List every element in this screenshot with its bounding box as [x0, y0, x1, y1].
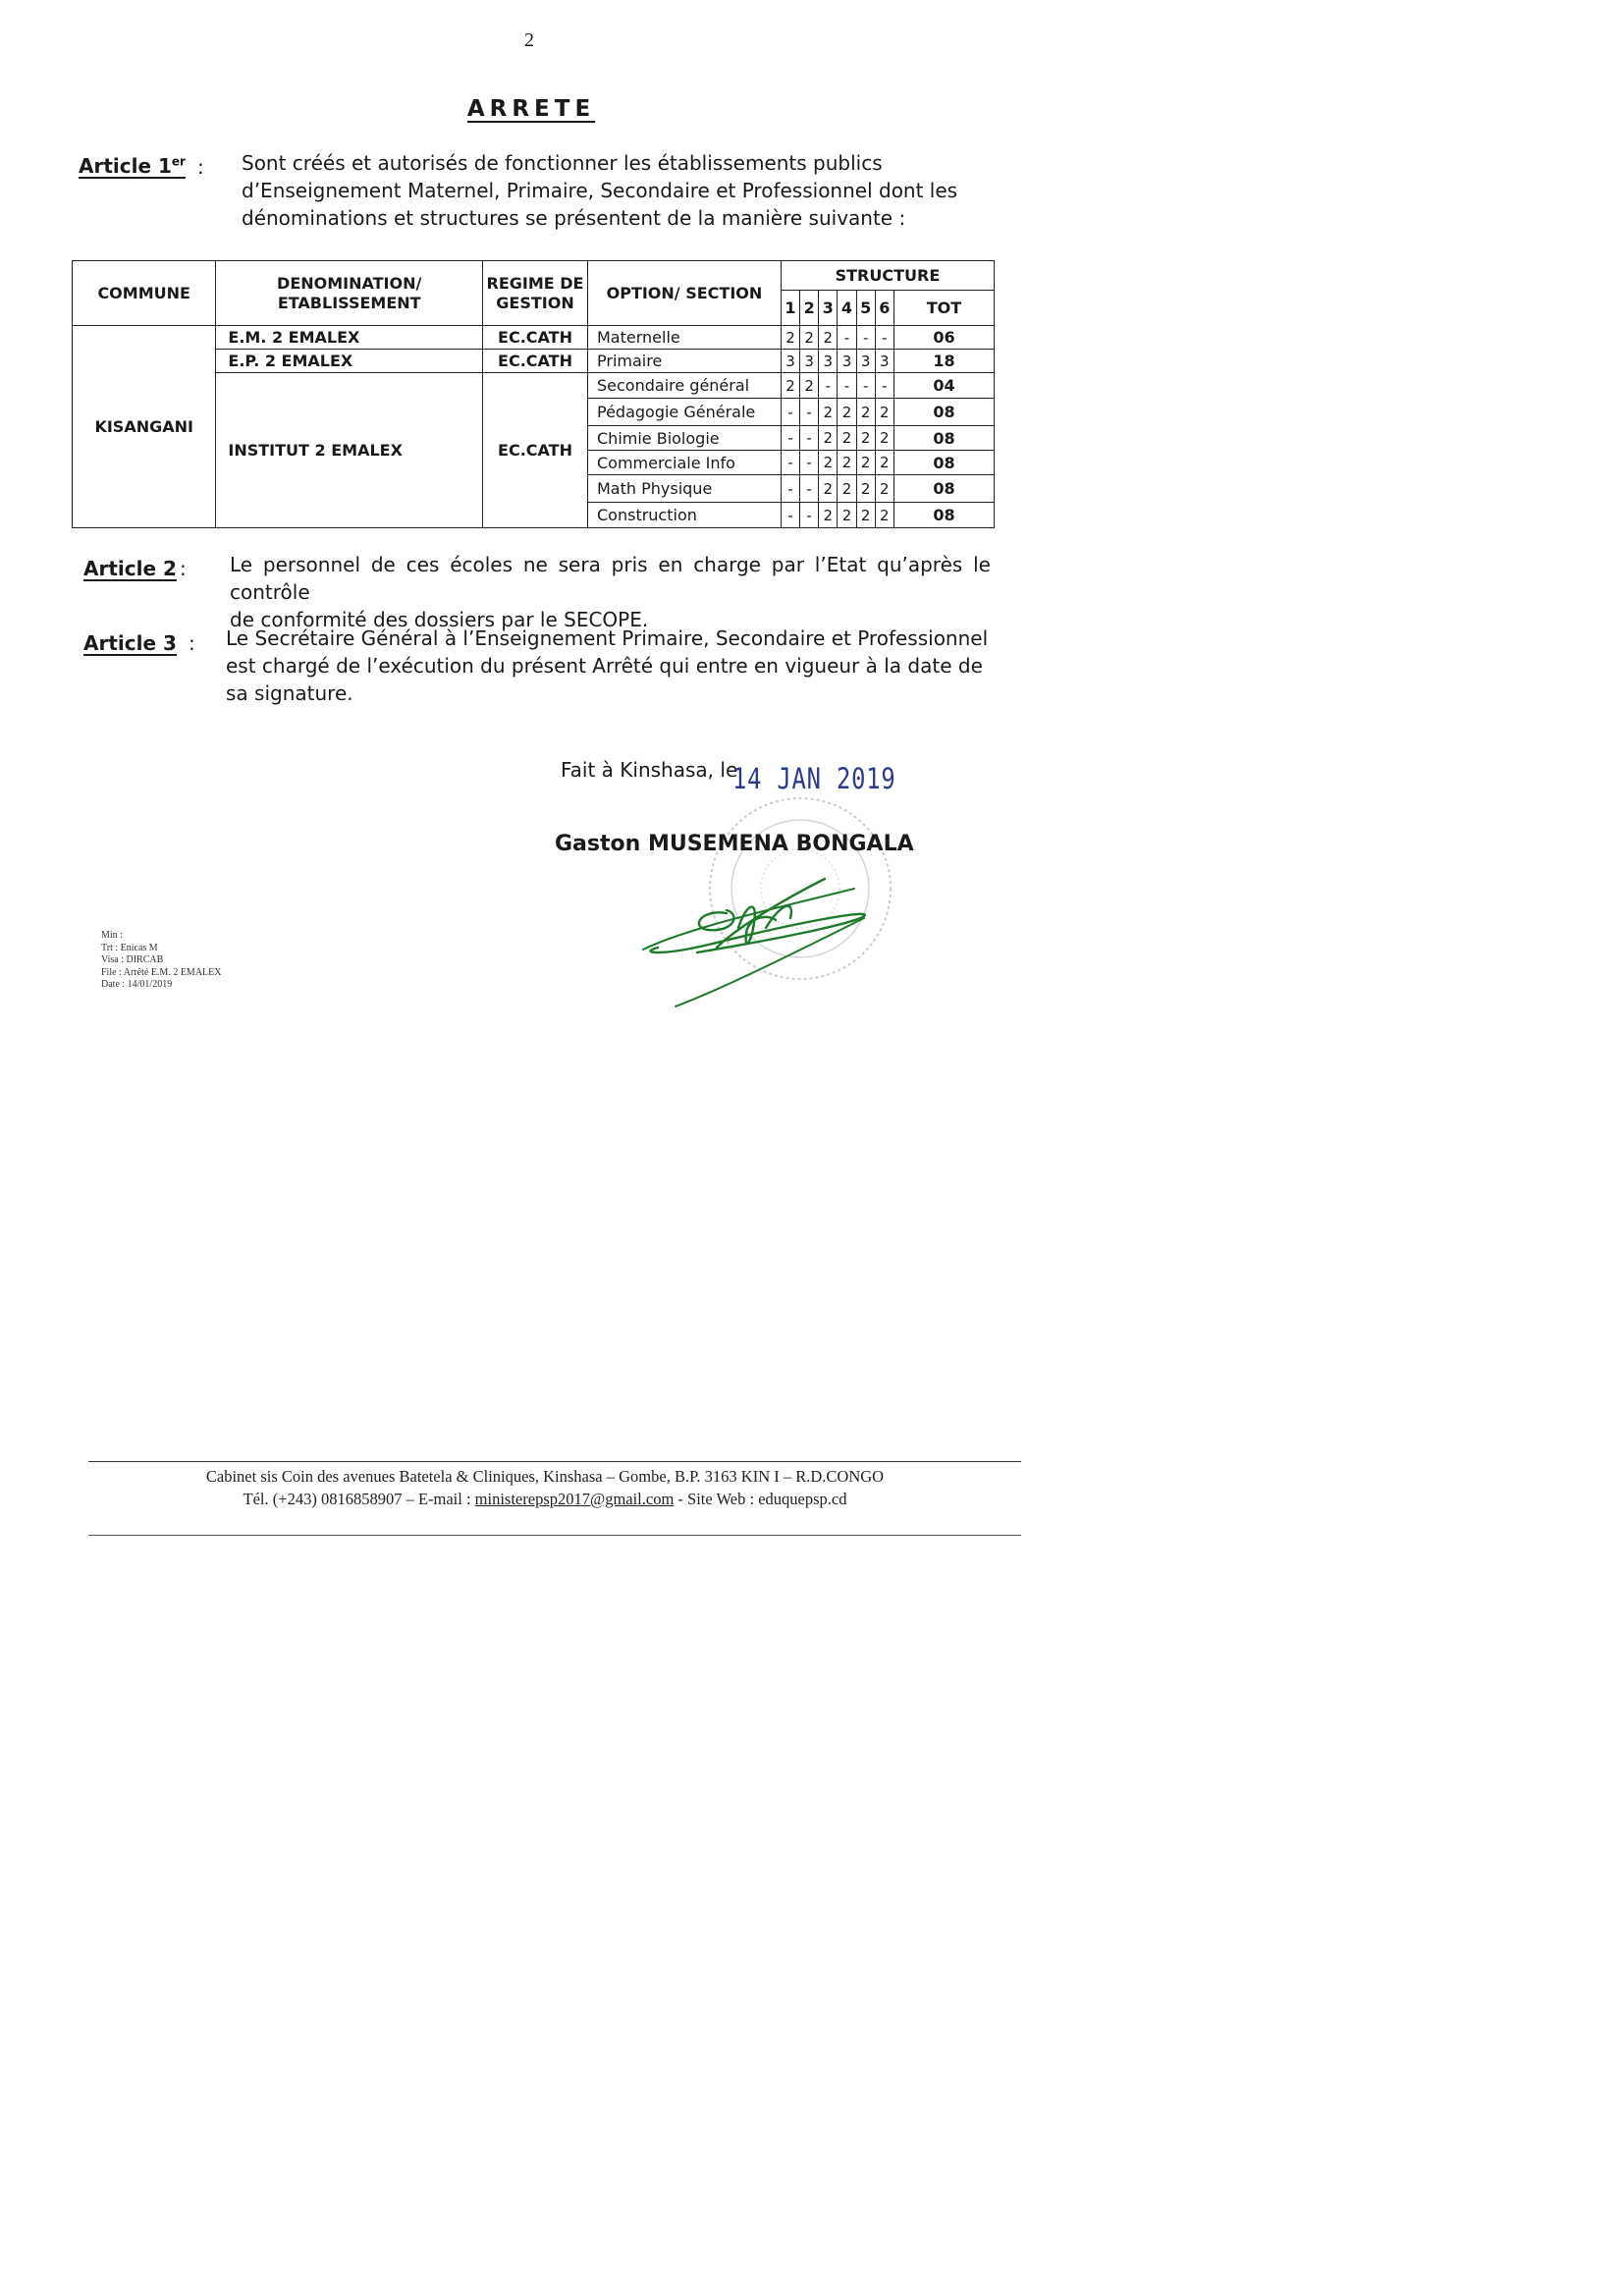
total-cell: 08	[893, 475, 994, 503]
level-cell: -	[875, 373, 893, 399]
level-cell: -	[800, 399, 819, 426]
level-cell: 2	[819, 451, 838, 475]
level-cell: 2	[819, 503, 838, 528]
level-cell: 3	[875, 350, 893, 373]
metadata-line: File : Arrêté E.M. 2 EMALEX	[101, 966, 222, 978]
header-level-6: 6	[875, 291, 893, 326]
option-cell: Math Physique	[588, 475, 782, 503]
article1-line: Sont créés et autorisés de fonctionner les établissements publics	[242, 151, 883, 175]
footer-bottom-divider	[88, 1535, 1021, 1536]
footer-divider	[88, 1461, 1021, 1462]
level-cell: -	[800, 503, 819, 528]
option-cell: Maternelle	[588, 326, 782, 350]
signature-stroke	[676, 918, 864, 1006]
table-row	[73, 326, 995, 350]
level-cell: 3	[800, 350, 819, 373]
level-cell: 2	[856, 399, 875, 426]
article-2-body	[230, 551, 991, 633]
establishment-cell: E.P. 2 EMALEX	[216, 350, 483, 373]
total-cell: 08	[893, 399, 994, 426]
level-cell: -	[781, 399, 799, 426]
header-regime: REGIME DE GESTION	[482, 261, 587, 326]
level-cell: 2	[819, 326, 838, 350]
option-cell: Pédagogie Générale	[588, 399, 782, 426]
level-cell: 2	[875, 451, 893, 475]
article-2-colon: :	[180, 557, 187, 580]
place-date-text: Fait à Kinshasa, le	[561, 758, 738, 782]
level-cell: -	[800, 426, 819, 451]
footer-contact: Tél. (+243) 0816858907 – E-mail : ministerepsp2017@gmail.com - Site Web : eduquepsp.cd	[243, 1490, 847, 1508]
document-metadata	[101, 930, 221, 992]
footer-address: Cabinet sis Coin des avenues Batetela & Cliniques, Kinshasa – Gombe, B.P. 3163 KIN I – R.D.CONGO	[205, 1467, 885, 1486]
total-cell: 06	[893, 326, 994, 350]
level-cell: 2	[819, 426, 838, 451]
option-cell: Primaire	[588, 350, 782, 373]
level-cell: 2	[875, 399, 893, 426]
handwritten-signature	[628, 859, 893, 1016]
header-level-5: 5	[856, 291, 875, 326]
header-structure: STRUCTURE	[781, 261, 994, 291]
level-cell: -	[819, 373, 838, 399]
level-cell: -	[856, 326, 875, 350]
level-cell: 2	[838, 503, 856, 528]
level-cell: 3	[856, 350, 875, 373]
level-cell: 2	[819, 475, 838, 503]
level-cell: -	[856, 373, 875, 399]
establishment-cell: INSTITUT 2 EMALEX	[216, 373, 483, 528]
level-cell: 2	[838, 399, 856, 426]
header-tot: TOT	[893, 291, 994, 326]
header-level-3: 3	[819, 291, 838, 326]
level-cell: -	[800, 451, 819, 475]
total-cell: 08	[893, 426, 994, 451]
option-cell: Chimie Biologie	[588, 426, 782, 451]
establishment-cell: E.M. 2 EMALEX	[216, 326, 483, 350]
metadata-line: Min :	[101, 930, 123, 941]
total-cell: 08	[893, 451, 994, 475]
level-cell: 2	[838, 475, 856, 503]
level-cell: 2	[781, 326, 799, 350]
level-cell: 2	[800, 373, 819, 399]
document-page	[0, 0, 1096, 1540]
header-commune: COMMUNE	[73, 261, 216, 326]
commune-cell: KISANGANI	[73, 326, 216, 528]
level-cell: -	[781, 451, 799, 475]
article3-line: Le Secrétaire Général à l’Enseignement Primaire, Secondaire et Professionnel	[226, 626, 989, 650]
level-cell: 2	[838, 426, 856, 451]
metadata-line: Visa : DIRCAB	[101, 954, 164, 965]
article3-line: sa signature.	[226, 681, 353, 705]
article-2-label: Article 2	[83, 557, 177, 580]
level-cell: 2	[800, 326, 819, 350]
article2-line: de conformité des dossiers par le SECOPE.	[230, 608, 649, 631]
level-cell: -	[800, 475, 819, 503]
article1-line: d’Enseignement Maternel, Primaire, Secondaire et Professionnel dont les	[242, 179, 958, 202]
level-cell: 2	[875, 426, 893, 451]
regime-cell: EC.CATH	[482, 373, 587, 528]
level-cell: -	[781, 503, 799, 528]
header-option: OPTION/ SECTION	[588, 261, 782, 326]
level-cell: 2	[838, 451, 856, 475]
level-cell: 3	[838, 350, 856, 373]
regime-cell: EC.CATH	[482, 326, 587, 350]
level-cell: 2	[875, 475, 893, 503]
total-cell: 04	[893, 373, 994, 399]
level-cell: 3	[781, 350, 799, 373]
article3-line: est chargé de l’exécution du présent Arrêté qui entre en vigueur à la date de	[226, 654, 983, 678]
date-stamp: 14 JAN 2019	[732, 762, 896, 795]
level-cell: 2	[856, 503, 875, 528]
level-cell: 2	[781, 373, 799, 399]
footer	[93, 1465, 997, 1510]
level-cell: 2	[819, 399, 838, 426]
structure-table	[72, 260, 995, 527]
level-cell: -	[875, 326, 893, 350]
article-1-body	[242, 149, 985, 232]
footer-email-link[interactable]: ministerepsp2017@gmail.com	[474, 1490, 675, 1508]
metadata-line: Date : 14/01/2019	[101, 979, 173, 990]
option-cell: Commerciale Info	[588, 451, 782, 475]
signer-name: Gaston MUSEMENA BONGALA	[555, 832, 914, 856]
option-cell: Construction	[588, 503, 782, 528]
article-3-label: Article 3	[83, 631, 177, 655]
page-number: 2	[524, 29, 534, 51]
level-cell: 2	[856, 475, 875, 503]
level-cell: -	[781, 475, 799, 503]
article-3-colon: :	[189, 631, 195, 655]
header-denomination: DENOMINATION/ ETABLISSEMENT	[216, 261, 483, 326]
option-cell: Secondaire général	[588, 373, 782, 399]
article-1-colon: :	[197, 155, 204, 179]
level-cell: 2	[856, 426, 875, 451]
total-cell: 08	[893, 503, 994, 528]
article-1-label: Article 1er	[79, 154, 186, 178]
level-cell: -	[838, 373, 856, 399]
level-cell: -	[838, 326, 856, 350]
level-cell: 2	[875, 503, 893, 528]
level-cell: 3	[819, 350, 838, 373]
document-title: ARRETE	[466, 96, 596, 122]
header-level-4: 4	[838, 291, 856, 326]
regime-cell: EC.CATH	[482, 350, 587, 373]
level-cell: 2	[856, 451, 875, 475]
article-3-body	[226, 625, 991, 707]
level-cell: -	[781, 426, 799, 451]
article1-line: dénominations et structures se présentent de la manière suivante :	[242, 206, 906, 230]
header-level-2: 2	[800, 291, 819, 326]
metadata-line: Trt : Enicas M	[101, 942, 158, 953]
header-level-1: 1	[781, 291, 799, 326]
total-cell: 18	[893, 350, 994, 373]
article2-line: Le personnel de ces écoles ne sera pris en charge par l’Etat qu’après le contrôle	[230, 553, 991, 604]
